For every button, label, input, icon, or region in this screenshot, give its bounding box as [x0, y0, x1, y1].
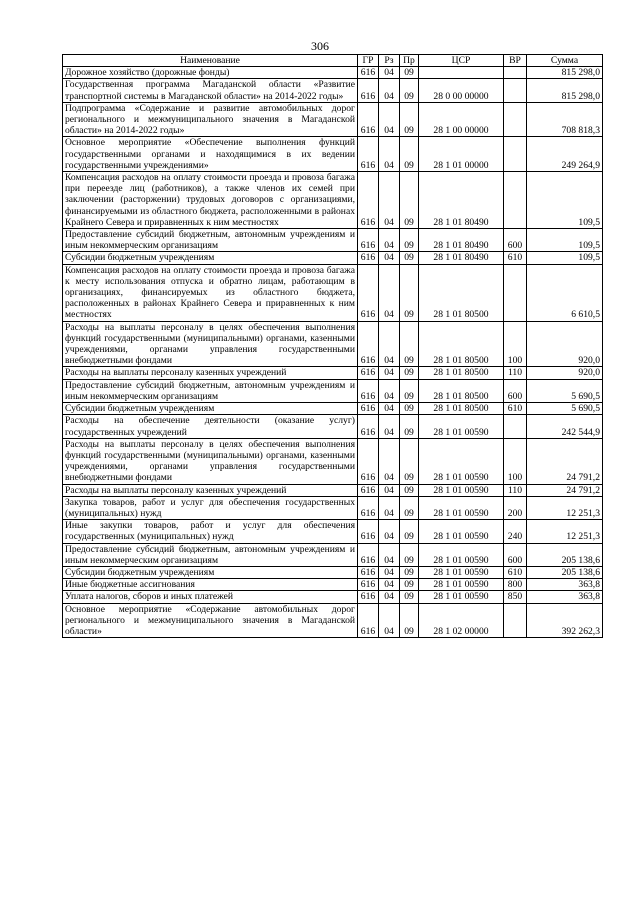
cell-vr: 240 [504, 520, 527, 543]
cell-pr: 09 [400, 67, 419, 79]
cell-vr [504, 102, 527, 137]
cell-rz: 04 [379, 264, 400, 321]
cell-rz: 04 [379, 603, 400, 638]
cell-vr: 850 [504, 591, 527, 603]
cell-pr: 09 [400, 543, 419, 566]
cell-gr: 616 [358, 67, 379, 79]
cell-sum: 109,5 [527, 252, 603, 264]
cell-vr: 800 [504, 579, 527, 591]
cell-sum: 249 264,9 [527, 137, 603, 172]
cell-pr: 09 [400, 520, 419, 543]
table-row [63, 172, 603, 229]
cell-gr: 616 [358, 321, 379, 367]
table-row [63, 603, 603, 638]
cell-gr: 616 [358, 591, 379, 603]
cell-rz: 04 [379, 579, 400, 591]
cell-rz: 04 [379, 229, 400, 252]
cell-pr: 09 [400, 137, 419, 172]
cell-rz: 04 [379, 520, 400, 543]
cell-vr: 600 [504, 229, 527, 252]
cell-sum: 24 791,2 [527, 484, 603, 496]
cell-gr: 616 [358, 172, 379, 229]
table-row [63, 379, 603, 402]
budget-table [62, 54, 603, 638]
cell-rz: 04 [379, 543, 400, 566]
cell-pr: 09 [400, 102, 419, 137]
table-row [63, 229, 603, 252]
cell-sum: 109,5 [527, 172, 603, 229]
cell-pr: 09 [400, 403, 419, 415]
cell-rz: 04 [379, 172, 400, 229]
table-row [63, 102, 603, 137]
cell-csr: 28 1 01 80490 [419, 229, 504, 252]
cell-pr: 09 [400, 79, 419, 102]
cell-sum: 815 298,0 [527, 67, 603, 79]
cell-csr: 28 1 01 00590 [419, 543, 504, 566]
cell-rz: 04 [379, 591, 400, 603]
cell-sum: 6 610,5 [527, 264, 603, 321]
cell-name: Расходы на выплаты персоналу казенных учреждений [63, 484, 358, 496]
cell-csr: 28 1 01 80490 [419, 252, 504, 264]
cell-rz: 04 [379, 321, 400, 367]
cell-name: Иные бюджетные ассигнования [63, 579, 358, 591]
cell-vr: 200 [504, 496, 527, 519]
cell-name: Уплата налогов, сборов и иных платежей [63, 591, 358, 603]
cell-name: Компенсация расходов на оплату стоимости проезда и провоза багажа при переезде лиц (работников), а также членов их семей при заключении (расторжении) трудовых договоров с организациями, финансируемыми из областного бюджета, расположенными в районах Крайнего Севера и приравненных к ним местностях [63, 172, 358, 229]
cell-pr: 09 [400, 367, 419, 379]
table-row [63, 367, 603, 379]
table-row [63, 321, 603, 367]
table-row [63, 415, 603, 438]
cell-gr: 616 [358, 438, 379, 484]
cell-name: Государственная программа Магаданской области «Развитие транспортной системы в Магаданской области» на 2014-2022 годы» [63, 79, 358, 102]
cell-vr: 110 [504, 367, 527, 379]
cell-name: Субсидии бюджетным учреждениям [63, 566, 358, 578]
header-vr: ВР [504, 55, 527, 67]
table-row [63, 67, 603, 79]
cell-gr: 616 [358, 102, 379, 137]
cell-csr: 28 1 01 00590 [419, 415, 504, 438]
cell-pr: 09 [400, 379, 419, 402]
cell-rz: 04 [379, 67, 400, 79]
cell-sum: 205 138,6 [527, 543, 603, 566]
table-row [63, 438, 603, 484]
table-row [63, 484, 603, 496]
cell-rz: 04 [379, 566, 400, 578]
cell-csr: 28 1 01 00590 [419, 591, 504, 603]
cell-gr: 616 [358, 484, 379, 496]
header-gr: ГР [358, 55, 379, 67]
cell-vr [504, 79, 527, 102]
cell-csr: 28 1 01 00000 [419, 137, 504, 172]
table-header-row [63, 55, 603, 67]
table-row [63, 520, 603, 543]
cell-gr: 616 [358, 566, 379, 578]
cell-pr: 09 [400, 591, 419, 603]
cell-vr: 100 [504, 321, 527, 367]
cell-vr [504, 603, 527, 638]
cell-sum: 363,8 [527, 591, 603, 603]
cell-name: Основное мероприятие «Содержание автомобильных дорог регионального и межмуниципального значения в Магаданской области» [63, 603, 358, 638]
cell-sum: 12 251,3 [527, 520, 603, 543]
cell-rz: 04 [379, 367, 400, 379]
cell-name: Расходы на выплаты персоналу в целях обеспечения выполнения функций государственными (муниципальными) органами, казенными учреждениями, органами управления государственными внебюджетными фондами [63, 438, 358, 484]
cell-name: Компенсация расходов на оплату стоимости проезда и провоза багажа к месту использования отпуска и обратно лицам, работающим в организациях, финансируемых из областного бюджета, расположенных в районах Крайнего Севера и приравненных к ним местностях [63, 264, 358, 321]
table-row [63, 79, 603, 102]
cell-csr: 28 1 01 00590 [419, 566, 504, 578]
cell-csr: 28 1 01 00590 [419, 484, 504, 496]
cell-csr: 28 1 01 00590 [419, 579, 504, 591]
cell-rz: 04 [379, 415, 400, 438]
table-row [63, 579, 603, 591]
cell-rz: 04 [379, 379, 400, 402]
cell-pr: 09 [400, 229, 419, 252]
cell-sum: 205 138,6 [527, 566, 603, 578]
cell-pr: 09 [400, 603, 419, 638]
cell-gr: 616 [358, 579, 379, 591]
header-name: Наименование [63, 55, 358, 67]
cell-sum: 109,5 [527, 229, 603, 252]
cell-rz: 04 [379, 496, 400, 519]
cell-gr: 616 [358, 367, 379, 379]
cell-gr: 616 [358, 264, 379, 321]
table-row [63, 403, 603, 415]
cell-csr: 28 1 01 00590 [419, 496, 504, 519]
cell-vr: 600 [504, 543, 527, 566]
table-row [63, 543, 603, 566]
cell-gr: 616 [358, 603, 379, 638]
cell-sum: 708 818,3 [527, 102, 603, 137]
cell-rz: 04 [379, 137, 400, 172]
cell-csr: 28 1 01 80500 [419, 379, 504, 402]
cell-csr: 28 1 02 00000 [419, 603, 504, 638]
cell-name: Предоставление субсидий бюджетным, автономным учреждениям и иным некоммерческим организациям [63, 229, 358, 252]
cell-pr: 09 [400, 252, 419, 264]
cell-vr [504, 137, 527, 172]
cell-csr: 28 1 01 80500 [419, 403, 504, 415]
cell-csr: 28 1 01 80500 [419, 264, 504, 321]
cell-rz: 04 [379, 252, 400, 264]
cell-gr: 616 [358, 403, 379, 415]
cell-sum: 12 251,3 [527, 496, 603, 519]
header-rz: Рз [379, 55, 400, 67]
cell-gr: 616 [358, 229, 379, 252]
cell-vr: 610 [504, 403, 527, 415]
cell-sum: 920,0 [527, 321, 603, 367]
cell-sum: 24 791,2 [527, 438, 603, 484]
cell-pr: 09 [400, 566, 419, 578]
cell-vr: 610 [504, 252, 527, 264]
cell-csr: 28 1 01 80500 [419, 367, 504, 379]
cell-pr: 09 [400, 496, 419, 519]
cell-csr: 28 0 00 00000 [419, 79, 504, 102]
cell-vr [504, 67, 527, 79]
cell-rz: 04 [379, 438, 400, 484]
cell-name: Предоставление субсидий бюджетным, автономным учреждениям и иным некоммерческим организациям [63, 543, 358, 566]
cell-sum: 815 298,0 [527, 79, 603, 102]
cell-gr: 616 [358, 379, 379, 402]
cell-vr [504, 172, 527, 229]
cell-csr: 28 1 01 00590 [419, 520, 504, 543]
cell-rz: 04 [379, 79, 400, 102]
cell-gr: 616 [358, 415, 379, 438]
cell-csr: 28 1 01 80490 [419, 172, 504, 229]
cell-name: Подпрограмма «Содержание и развитие автомобильных дорог регионального и межмуниципального значения в Магаданской области» на 2014-2022 годы» [63, 102, 358, 137]
table-row [63, 591, 603, 603]
cell-sum: 392 262,3 [527, 603, 603, 638]
cell-sum: 920,0 [527, 367, 603, 379]
cell-gr: 616 [358, 137, 379, 172]
table-row [63, 566, 603, 578]
cell-name: Основное мероприятие «Обеспечение выполнения функций государственными органами и находящимися в их ведении государственными учреждениями» [63, 137, 358, 172]
cell-name: Дорожное хозяйство (дорожные фонды) [63, 67, 358, 79]
cell-csr: 28 1 01 00590 [419, 438, 504, 484]
cell-name: Субсидии бюджетным учреждениям [63, 252, 358, 264]
cell-pr: 09 [400, 579, 419, 591]
header-pr: Пр [400, 55, 419, 67]
cell-csr: 28 1 00 00000 [419, 102, 504, 137]
cell-pr: 09 [400, 438, 419, 484]
cell-gr: 616 [358, 252, 379, 264]
cell-pr: 09 [400, 172, 419, 229]
header-sum: Сумма [527, 55, 603, 67]
table-row [63, 137, 603, 172]
cell-rz: 04 [379, 403, 400, 415]
cell-name: Иные закупки товаров, работ и услуг для обеспечения государственных (муниципальных) нужд [63, 520, 358, 543]
cell-csr: 28 1 01 80500 [419, 321, 504, 367]
cell-pr: 09 [400, 264, 419, 321]
cell-vr [504, 415, 527, 438]
table-row [63, 264, 603, 321]
cell-pr: 09 [400, 321, 419, 367]
cell-sum: 363,8 [527, 579, 603, 591]
cell-sum: 5 690,5 [527, 379, 603, 402]
cell-vr: 600 [504, 379, 527, 402]
cell-name: Расходы на выплаты персоналу в целях обеспечения выполнения функций государственными (муниципальными) органами, казенными учреждениями, органами управления государственными внебюджетными фондами [63, 321, 358, 367]
cell-csr [419, 67, 504, 79]
table-row [63, 252, 603, 264]
cell-name: Субсидии бюджетным учреждениям [63, 403, 358, 415]
cell-sum: 242 544,9 [527, 415, 603, 438]
cell-name: Предоставление субсидий бюджетным, автономным учреждениям и иным некоммерческим организациям [63, 379, 358, 402]
page-number: 306 [311, 39, 329, 53]
cell-vr [504, 264, 527, 321]
cell-vr: 110 [504, 484, 527, 496]
cell-rz: 04 [379, 484, 400, 496]
cell-name: Расходы на обеспечение деятельности (оказание услуг) государственных учреждений [63, 415, 358, 438]
cell-vr: 100 [504, 438, 527, 484]
table-row [63, 496, 603, 519]
header-csr: ЦСР [419, 55, 504, 67]
cell-gr: 616 [358, 496, 379, 519]
cell-name: Закупка товаров, работ и услуг для обеспечения государственных (муниципальных) нужд [63, 496, 358, 519]
cell-gr: 616 [358, 520, 379, 543]
cell-rz: 04 [379, 102, 400, 137]
cell-gr: 616 [358, 79, 379, 102]
cell-pr: 09 [400, 484, 419, 496]
cell-vr: 610 [504, 566, 527, 578]
cell-name: Расходы на выплаты персоналу казенных учреждений [63, 367, 358, 379]
cell-sum: 5 690,5 [527, 403, 603, 415]
cell-pr: 09 [400, 415, 419, 438]
cell-gr: 616 [358, 543, 379, 566]
